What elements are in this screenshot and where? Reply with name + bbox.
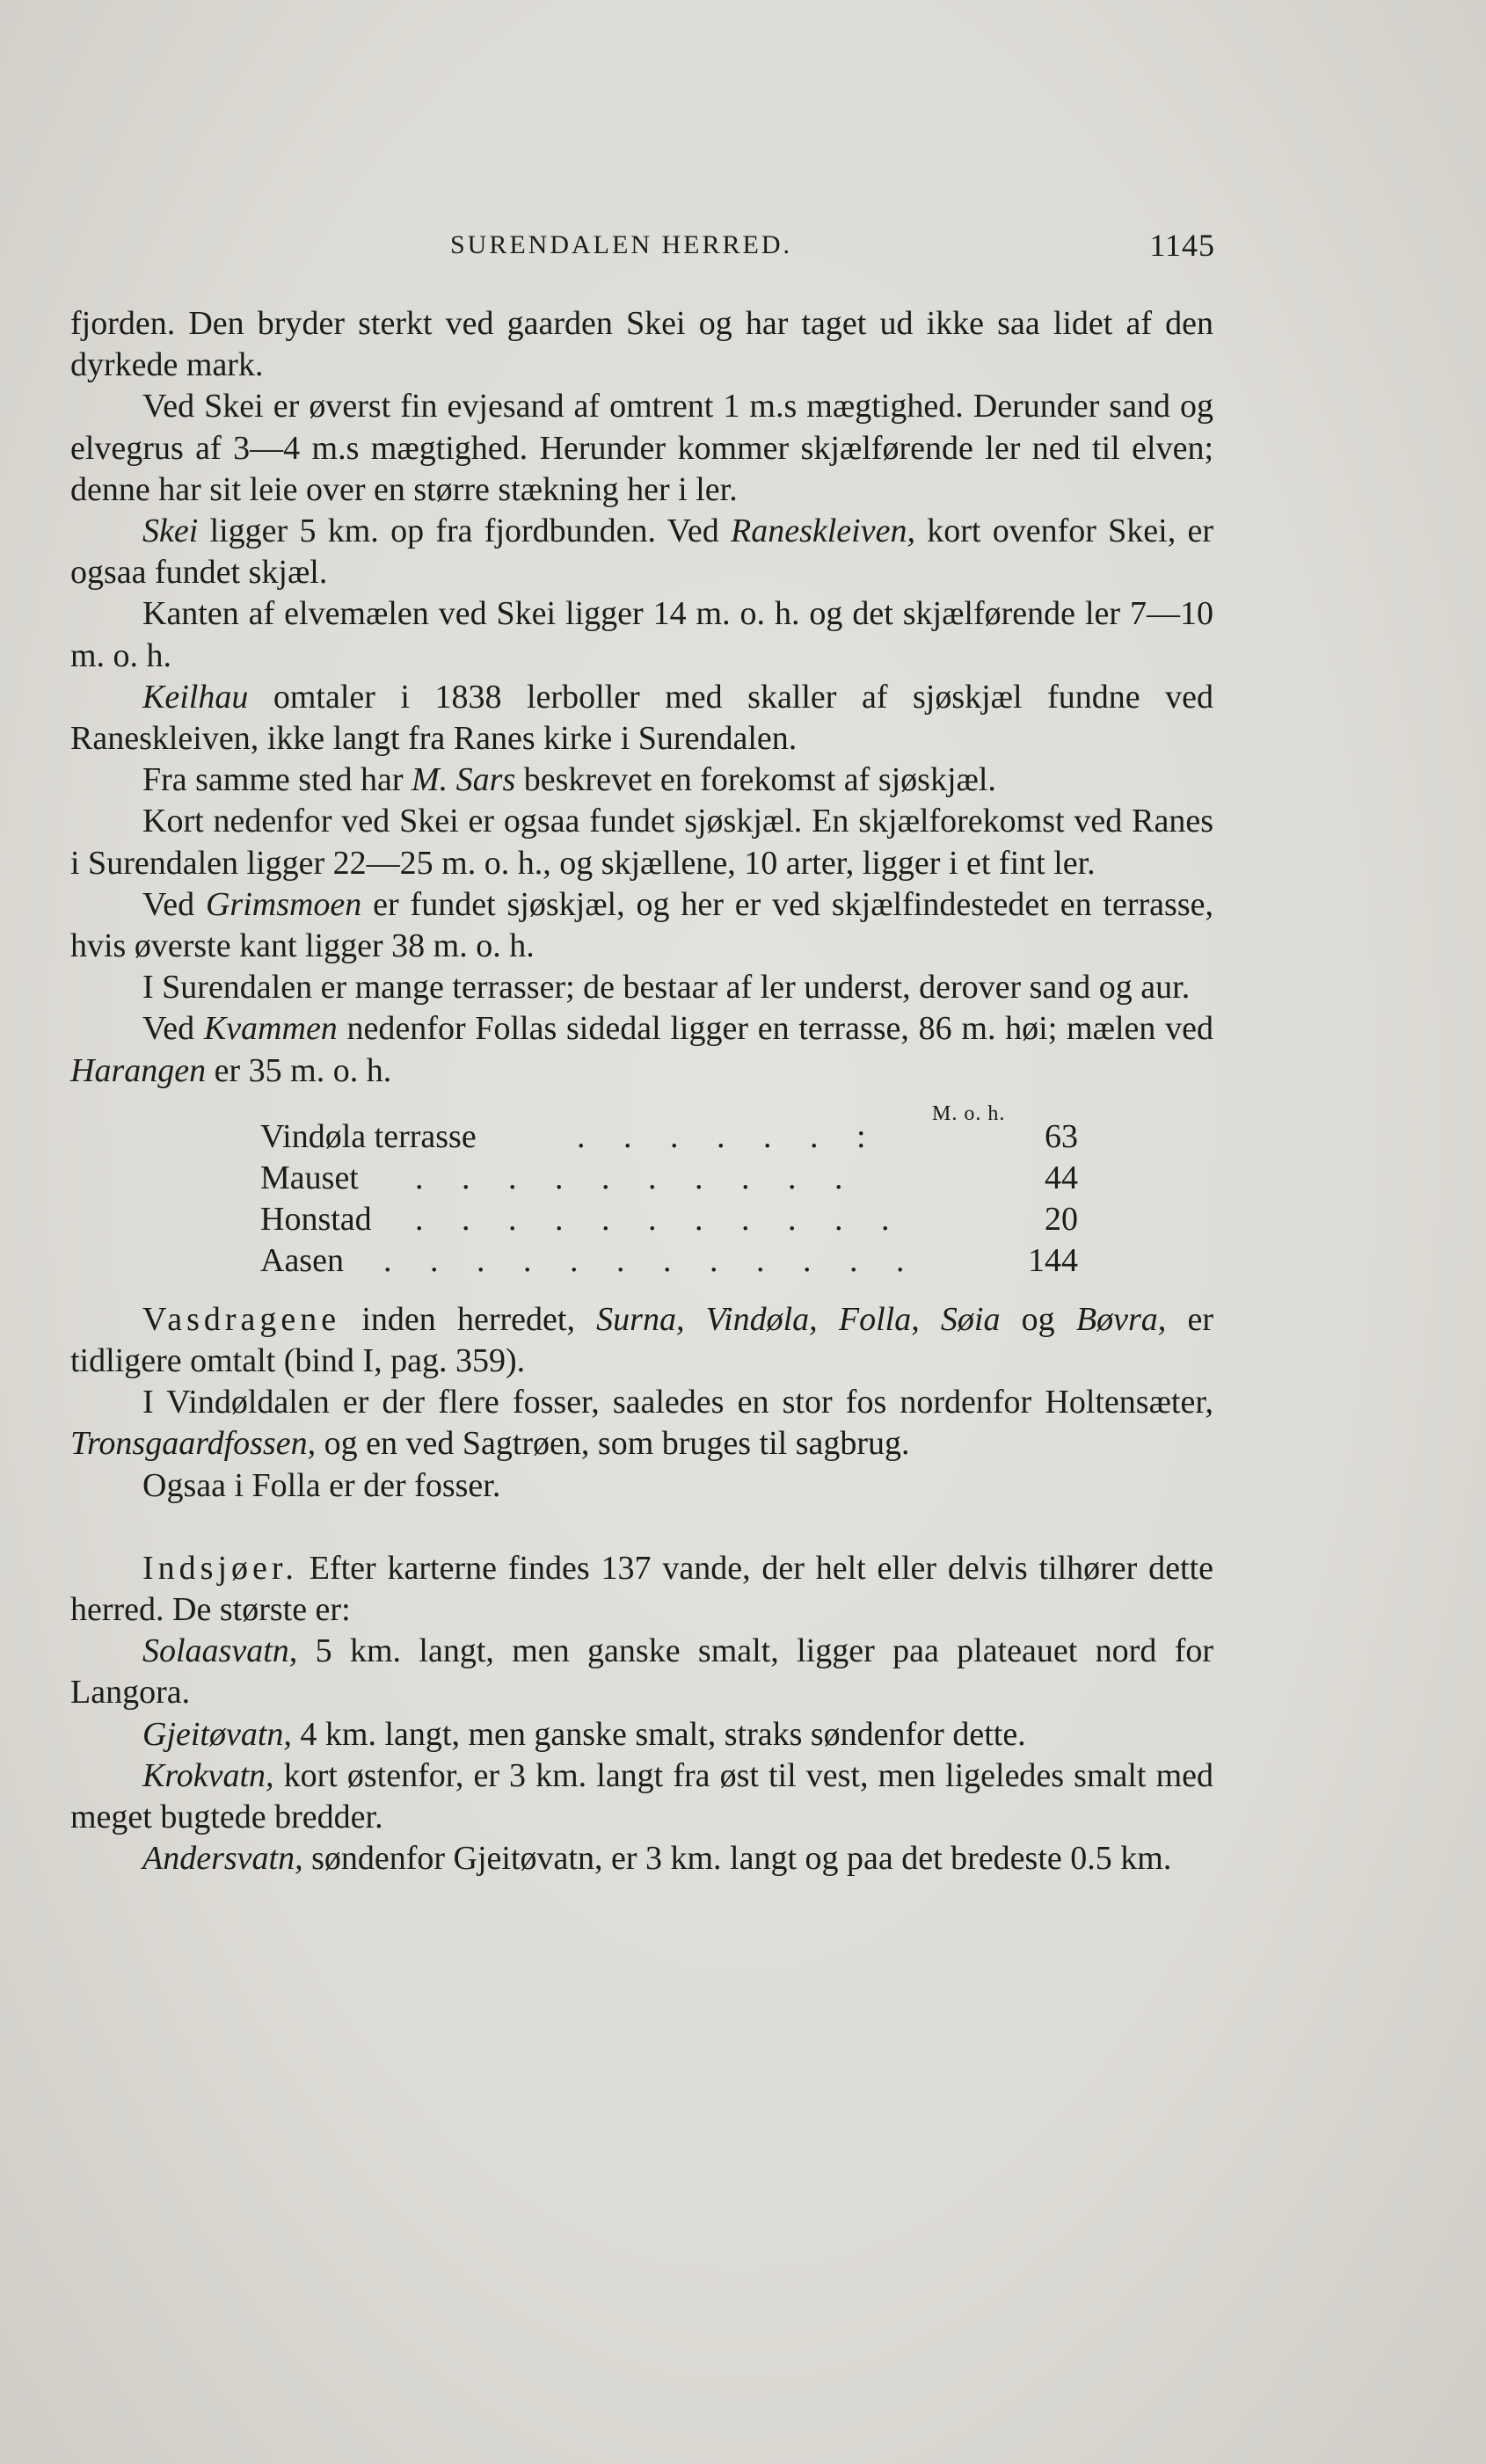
italic-name: Skei (142, 512, 199, 550)
paragraph (70, 303, 1213, 386)
text: kort ovenfor Skei, er ogsaa fundet skjæl. (70, 512, 1214, 592)
text: kort østenfor, er 3 km. langt fra øst til vest, men ligeledes smalt med meget bugtede bredder. (70, 1756, 1213, 1836)
table-row (260, 1158, 1078, 1199)
text: Ved (142, 1010, 204, 1048)
paragraph (70, 1838, 1213, 1879)
italic-name: Raneskleiven, (731, 512, 915, 550)
table-row (260, 1116, 1078, 1158)
row-value: 144 (1028, 1241, 1078, 1279)
paragraph (70, 884, 1213, 967)
text: inden herredet, (340, 1300, 597, 1338)
italic-name: Harangen (70, 1051, 207, 1089)
paragraph (70, 511, 1213, 593)
row-name: Honstad (260, 1200, 372, 1238)
row-leader-dots: . . . . . . : (577, 1117, 881, 1155)
text: Ogsaa i Folla er der fosser. (142, 1466, 501, 1504)
page-body (70, 303, 1213, 1880)
row-name: Vindøla terrasse (260, 1117, 477, 1155)
italic-name: M. Sars (412, 761, 516, 799)
text: I Surendalen er mange terrasser; de bestaar af ler underst, derover sand og aur. (142, 969, 1191, 1007)
spaced-heading: Indsjøer. (142, 1549, 298, 1587)
text: fjorden. Den bryder sterkt ved gaarden Skei og har taget ud ikke saa lidet af den dyrkede mark. (70, 305, 1213, 384)
italic-name: Surna, Vindøla, Folla, Søia (596, 1300, 1001, 1338)
paragraph (70, 1631, 1213, 1713)
italic-name: Solaasvatn, (142, 1632, 298, 1670)
spaced-heading: Vasdragene (142, 1300, 341, 1338)
running-header (450, 230, 1215, 265)
table-row (260, 1240, 1078, 1282)
text: er 35 m. o. h. (206, 1051, 392, 1089)
paragraph (70, 1714, 1213, 1755)
elevation-table (70, 1092, 1213, 1299)
text: Ved Skei er øverst fin evjesand af omtrent 1 m.s mægtighed. Derunder sand og elvegrus af 3—4 m.s mægtighed. Herunder kommer skjælførende ler ned til elven; denne har sit leie over en større stækning her i ler. (70, 388, 1213, 508)
row-value: 20 (1045, 1200, 1078, 1238)
row-value: 44 (1045, 1159, 1078, 1196)
row-leader-dots: . . . . . . . . . . . . (383, 1241, 920, 1279)
italic-name: Keilhau (142, 678, 249, 716)
text: er fundet sjøskjæl, og her er ved skjælfindestedet en terrasse, hvis øverste kant ligger 38 m. o. h. (70, 885, 1213, 965)
text: 4 km. langt, men ganske smalt, straks søndenfor dette. (291, 1715, 1026, 1753)
italic-name: Andersvatn, (142, 1840, 303, 1878)
italic-name: Bøvra, (1075, 1300, 1167, 1338)
paragraph (70, 1548, 1213, 1631)
row-leader-dots: . . . . . . . . . . (415, 1159, 858, 1196)
row-name: Mauset (260, 1159, 359, 1196)
paragraph (70, 967, 1213, 1008)
running-title: SURENDALEN HERRED. (450, 230, 792, 259)
text: Kanten af elvemælen ved Skei ligger 14 m. o. h. og det skjælførende ler 7—10 m. o. h. (70, 595, 1213, 674)
italic-name: Kvammen (203, 1010, 338, 1048)
text: I Vindøldalen er der flere fosser, saaledes en stor fos nordenfor Holtensæter, (142, 1384, 1213, 1421)
text: omtaler i 1838 lerboller med skaller af sjøskjæl fundne ved Raneskleiven, ikke langt fra Ranes kirke i Surendalen. (70, 678, 1213, 758)
text: beskrevet en forekomst af sjøskjæl. (515, 761, 996, 799)
italic-name: Krokvatn, (142, 1756, 274, 1794)
text: 5 km. langt, men ganske smalt, ligger paa plateauet nord for Langora. (70, 1632, 1213, 1712)
paragraph (70, 593, 1213, 676)
text: Fra samme sted har (142, 761, 412, 799)
paragraph (70, 1299, 1213, 1382)
italic-name: Gjeitøvatn, (142, 1715, 292, 1753)
text: og (1000, 1300, 1076, 1338)
text: er tidligere omtalt (bind I, pag. 359). (70, 1300, 1213, 1380)
paragraph (70, 1382, 1213, 1465)
paragraph (70, 677, 1213, 760)
text: og en ved Sagtrøen, som bruges til sagbrug. (316, 1425, 910, 1463)
row-name: Aasen (260, 1241, 344, 1279)
row-value: 63 (1045, 1117, 1078, 1155)
paragraph (70, 1755, 1213, 1838)
paragraph (70, 1465, 1213, 1507)
table-header: M. o. h. (932, 1101, 1006, 1125)
text: Ved (142, 885, 206, 923)
paragraph (70, 386, 1213, 511)
section-gap (70, 1507, 1213, 1548)
italic-name: Tronsgaardfossen, (70, 1425, 317, 1463)
text: nedenfor Follas sidedal ligger en terrasse, 86 m. høi; mælen ved (337, 1010, 1213, 1048)
text: Kort nedenfor ved Skei er ogsaa fundet sjøskjæl. En skjælforekomst ved Ranes i Surendalen ligger 22—25 m. o. h., og skjællene, 10 arter, ligger i et fint ler. (70, 803, 1213, 882)
row-leader-dots: . . . . . . . . . . . (415, 1200, 905, 1238)
text: Efter karterne findes 137 vande, der helt eller delvis tilhører dette herred. De største er: (70, 1549, 1213, 1629)
page-number: 1145 (1149, 228, 1215, 263)
paragraph (70, 760, 1213, 801)
text: ligger 5 km. op fra fjordbunden. Ved (198, 512, 731, 550)
table-row (260, 1199, 1078, 1240)
paragraph (70, 1008, 1213, 1091)
italic-name: Grimsmoen (205, 885, 362, 923)
paragraph (70, 801, 1213, 883)
text: søndenfor Gjeitøvatn, er 3 km. langt og paa det bredeste 0.5 km. (302, 1840, 1172, 1878)
